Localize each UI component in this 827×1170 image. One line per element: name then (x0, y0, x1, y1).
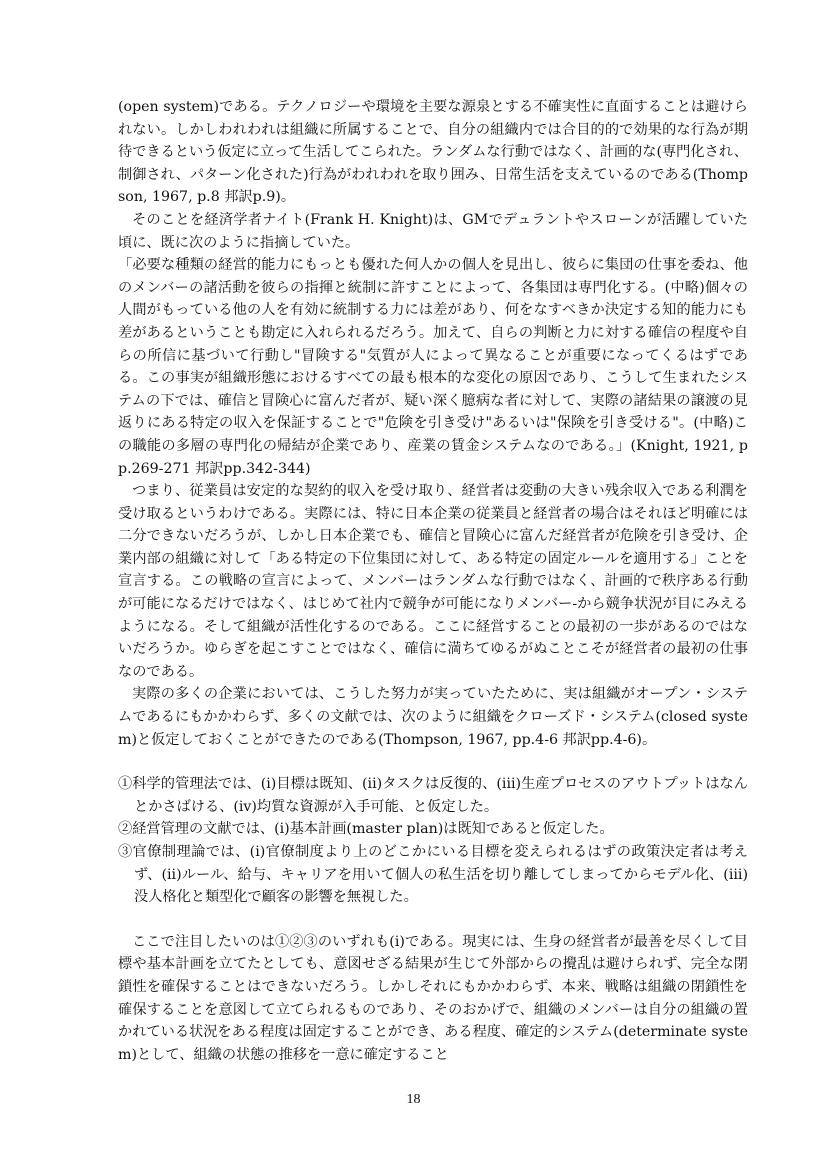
page-number: 18 (406, 1092, 421, 1107)
knight-quotation: 「必要な種類の経営的能力にもっとも優れた何人かの個人を見出し、彼らに集団の仕事を委ね、他のメンバーの諸活動を彼らの指揮と統制に許すことによって、各集団は専門化する。(中略)個々の人間がもっている他の人を有効に統制する力には差があり、何をなすべきか決定する知的能力にも差があるということも勘定に入れられるだろう。加えて、自らの判断と力に対する確信の程度や自らの所信に基づいて行動し"冒険する"気質が人によって異なることが重要になってくるはずである。この事実が組織形態におけるすべての最も根本的な変化の原因であり、こうして生まれたシステムの下では、確信と冒険心に富んだ者が、疑い深く臆病な者に対して、実際の諸結果の譲渡の見返りにある特定の収入を保証することで"危険を引き受け"あるいは"保険を引き受ける"。(中略)この職能の多層の専門化の帰結が企業であり、産業の賃金システムなのである。」(Knight, 1921, pp.269-271 邦訳pp.342-344) (118, 257, 748, 477)
paragraph-conclusion: ここで注目したいのは①②③のいずれも(i)である。現実には、生身の経営者が最善を尽くして目標や基本計画を立てたとしても、意図せざる結果が生じて外部からの攪乱は避けられず、完全な閉鎖性を確保することはできないだろう。しかしそれにもかかわらず、本来、戦略は組織の閉鎖性を確保することを意図して立てられるものであり、そのおかげで、組織のメンバーは自分の組織の置かれている状況をある程度は固定することができ、ある程度、確定的システム(determinate system)として、組織の状態の推移を一意に確定すること (118, 933, 748, 1063)
document-page (118, 96, 748, 1066)
list-item: ①科学的管理法では、(i)目標は既知、(ii)タスクは反復的、(iii)生産プロセスのアウトプットはなんとかさばける、(iv)均質な資源が入手可能、と仮定した。 (118, 776, 748, 815)
paragraph-employees-managers: つまり、従業員は安定的な契約的収入を受け取り、経営者は変動の大きい残余収入である利潤を受け取るというわけである。実際には、特に日本企業の従業員と経営者の場合はそれほど明確には二分できないだろうが、しかし日本企業でも、確信と冒険心に富んだ経営者が危険を引き受け、企業内部の組織に対して「ある特定の下位集団に対して、ある特定の固定ルールを適用する」ことを宣言する。この戦略の宣言によって、メンバーはランダムな行動ではなく、計画的で秩序ある行動が可能になるだけではなく、はじめて社内で競争が可能になりメンバー-から競争状況が目にみえるようになる。そして組織が活性化するのである。ここに経営することの最初の一歩があるのではないだろうか。ゆらぎを起こすことではなく、確信に満ちてゆるがぬことこそが経営者の最初の仕事なのである。 (118, 483, 748, 680)
assumption-list (118, 773, 748, 909)
paragraph-open-system: (open system)である。テクノロジーや環境を主要な源泉とする不確実性に直面することは避けられない。しかしわれわれは組織に所属することで、自分の組織内では合目的的で効果的な行為が期待できるという仮定に立って生活してこられた。ランダムな行動ではなく、計画的な(専門化され、制御され、パターン化された)行為がわれわれを取り囲み、日常生活を支えているのである(Thompson, 1967, p.8 邦訳p.9)。 (118, 99, 748, 206)
paragraph-knight-intro: そのことを経済学者ナイト(Frank H. Knight)は、GMでデュラントやスローンが活躍していた頃に、既に次のように指摘していた。 (118, 211, 748, 251)
paragraph-closed-system: 実際の多くの企業においては、こうした努力が実っていたために、実は組織がオープン・システムであるにもかかわらず、多くの文献では、次のように組織をクローズド・システム(closed system)と仮定しておくことができたのである(Thompson, 1967, pp.4-6 邦訳pp.4-6)。 (118, 686, 748, 748)
list-item: ③官僚制理論では、(i)官僚制度より上のどこかにいる目標を変えられるはずの政策決定者は考えず、(ii)ルール、給与、キャリアを用いて個人の私生活を切り離してしまってからモデル化、(iii)没人格化と類型化で顧客の影響を無視した。 (118, 844, 748, 906)
list-item: ②経営管理の文献では、(i)基本計画(master plan)は既知であると仮定した。 (118, 821, 614, 838)
spacer (118, 909, 748, 931)
spacer (118, 751, 748, 773)
